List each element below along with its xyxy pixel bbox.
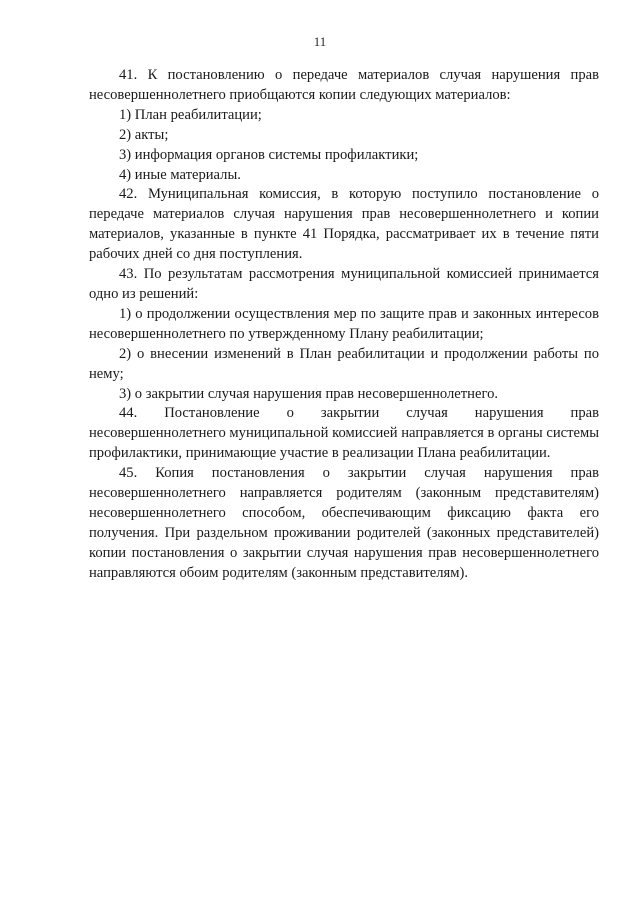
paragraph-45: 45. Копия постановления о закрытии случая нарушения прав несовершеннолетнего направляется родителям (законным представителям) несовершеннолетнего способом, обеспечивающим фиксацию факта его получения. При раздельном проживании родителей (законных представителей) копии постановления о закрытии случая нарушения прав несовершеннолетнего направляются обоим родителям (законным представителям). [89,465,599,581]
paragraph-43: 43. По результатам рассмотрения муниципальной комиссией принимается одно из решений: [89,266,599,302]
page-number: 11 [313,34,327,49]
list-item: 3) информация органов системы профилактики; [119,146,419,163]
paragraph-44: 44. Постановление о закрытии случая нарушения прав несовершеннолетнего муниципальной комиссией направляется в органы системы профилактики, принимающие участие в реализации Плана реабилитации. [89,405,600,462]
list-item: 1) о продолжении осуществления мер по защите прав и законных интересов несовершеннолетнего по утвержденному Плану реабилитации; [89,305,599,342]
list-item: 3) о закрытии случая нарушения прав несовершеннолетнего. [119,385,499,402]
paragraph-41: 41. К постановлению о передаче материалов случая нарушения прав несовершеннолетнего приобщаются копии следующих материалов: [89,67,599,103]
list-item: 1) План реабилитации; [119,106,262,123]
document-body [89,66,599,584]
list-item: 4) иные материалы. [119,166,241,183]
paragraph-42: 42. Муниципальная комиссия, в которую поступило постановление о передаче материалов случая нарушения прав несовершеннолетнего и копии материалов, указанные в пункте 41 Порядка, рассматривает их в течение пяти рабочих дней со дня поступления. [89,186,599,263]
list-item: 2) о внесении изменений в План реабилитации и продолжении работы по нему; [89,345,599,382]
list-item: 2) акты; [119,126,169,143]
